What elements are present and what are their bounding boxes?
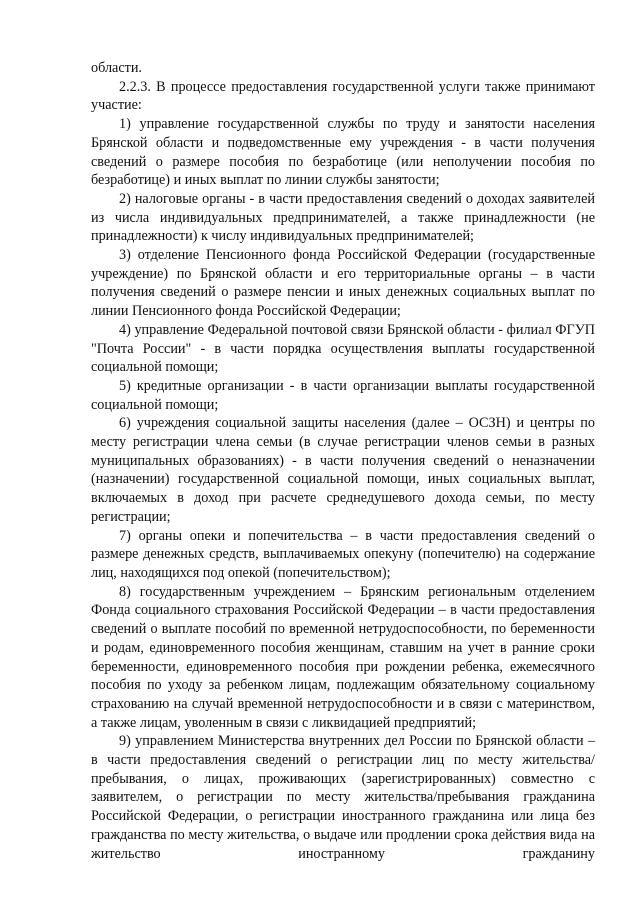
list-item-5: 5) кредитные организации - в части организации выплаты государственной социальной помощи; — [91, 377, 595, 413]
list-item-9: 9) управлением Министерства внутренних дел России по Брянской области – в части предоставления сведений о регистрации лиц по месту жительства/пребывания, о лицах, проживающих (зарегистрированных) совместно с заявителем, о регистрации по месту жительства/пребывания гражданина Российской Федерации, о регистрации иностранного гражданина или лица без гражданства по месту жительства, о выдаче или продлении срока действия вида на жительство иностранному гражданину — [91, 733, 595, 862]
list-item-7: 7) органы опеки и попечительства – в части предоставления сведений о размере денежных средств, выплачиваемых опекуну (попечителю) на содержание лиц, находящихся под опекой (попечительством); — [91, 527, 595, 581]
list-item-3: 3) отделение Пенсионного фонда Российской Федерации (государственные учреждение) по Брянской области и его территориальные органы – в части получения сведений о размере пенсии и иных денежных социальных выплат по линии Пенсионного фонда Российской Федерации; — [91, 247, 595, 320]
list-item-1: 1) управление государственной службы по труду и занятости населения Брянской области и подведомственные ему учреждения - в части получения сведений о размере пособия по безработице (или неполучении пособия по безработице) и иных выплат по линии службы занятости; — [91, 116, 595, 189]
paragraph-continuation: области. — [91, 60, 142, 76]
list-item-4: 4) управление Федеральной почтовой связи Брянской области - филиал ФГУП "Почта России" - в части порядка осуществления выплаты государственной социальной помощи; — [91, 321, 595, 376]
list-item-2: 2) налоговые органы - в части предоставления сведений о доходах заявителей из числа индивидуальных предпринимателей, а также принадлежности (не принадлежности) к числу индивидуальных предпринимателей; — [91, 190, 595, 245]
paragraph-section-2-2-3: 2.2.3. В процессе предоставления государственной услуги также принимают участие: — [91, 78, 595, 114]
list-item-6: 6) учреждения социальной защиты населения (далее – ОСЗН) и центры по месту регистрации члена семьи (в случае регистрации членов семьи в разных муниципальных образованиях) - в части получения сведений о неназначении (назначении) государственной социальной помощи, иных социальных выплат, включаемых в доход при расчете среднедушевого дохода семьи, по месту регистрации; — [91, 415, 595, 525]
document-body — [91, 59, 595, 863]
list-item-8: 8) государственным учреждением – Брянским региональным отделением Фонда социального страхования Российской Федерации – в части предоставления сведений о выплате пособий по временной нетрудоспособности, по беременности и родам, единовременного пособия женщинам, ставшим на учет в ранние сроки беременности, единовременного пособия при рождении ребенка, ежемесячного пособия по уходу за ребенком лицам, подлежащим обязательному социальному страхованию на случай временной нетрудоспособности и в связи с материнством, а также лицам, уволенным в связи с ликвидацией предприятий; — [91, 583, 595, 731]
